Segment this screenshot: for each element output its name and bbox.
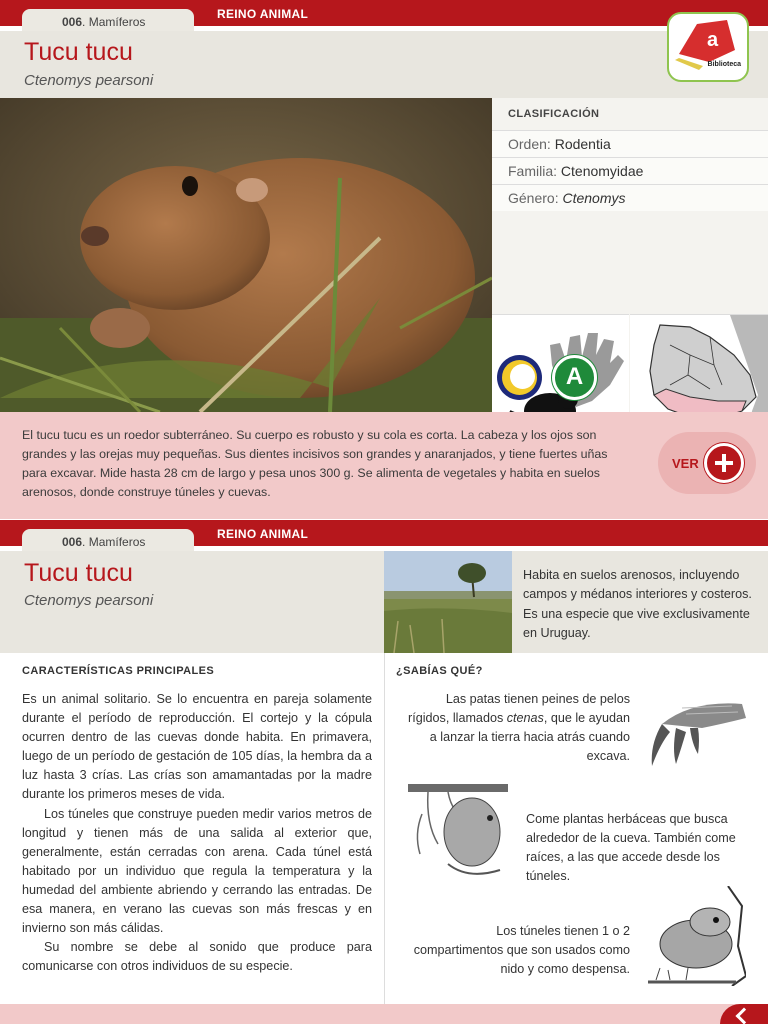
page-title: Tucu tucu <box>24 38 133 66</box>
scientific-name: Ctenomys pearsoni <box>24 72 154 89</box>
ver-label: VER <box>672 456 699 471</box>
classification-row-genus <box>492 184 768 211</box>
fact-1-pre: Las patas tienen peines de pelos rígidos, llamados <box>408 692 630 726</box>
tab-category-2: . Mamíferos <box>82 535 146 549</box>
main-paragraph-2: Los túneles que construye pueden medir varios metros de longitud y tienen más de una salida al exterior que, generalmente, están cerradas con arena. Cada túnel está habitado por un individuo que regula la temperatura y la humedad del ambiente abriendo y cerrando las entradas. De esa manera, en verano las cuevas son más frescas y en invierno son más cálidas. <box>22 806 372 936</box>
main-body <box>22 690 372 976</box>
tucu-tucu-photo <box>0 98 492 412</box>
back-arrow-icon <box>736 1008 753 1024</box>
scientific-name-2: Ctenomys pearsoni <box>24 592 154 609</box>
biblioteca-logo[interactable] <box>667 12 749 82</box>
description-box <box>0 412 768 519</box>
tab-category: . Mamíferos <box>82 15 146 29</box>
main-paragraph-3: Su nombre se debe al sonido que produce para comunicarse con otros individuos de su especie. <box>22 940 372 974</box>
facts-heading: ¿SABÍAS QUÉ? <box>396 665 483 677</box>
status-letter: A <box>565 363 584 390</box>
habitat-text: Habita en suelos arenosos, incluyendo campos y médanos interiores y costeros. Es una especie que vive exclusivamente en Uruguay. <box>523 568 752 641</box>
description-text: El tucu tucu es un roedor subterráneo. Su cuerpo es robusto y su cola es corta. La cabeza y los ojos son grandes y las orejas muy pequeñas. Sus dientes incisivos son grandes y anaranjados, y tiene fuertes uñas para excavar. Mide hasta 28 cm de largo y pesa unos 300 g. Se alimenta de vegetales y habita en suelos arenosos, donde construye túneles y cuevas. <box>22 428 608 499</box>
page-title-2: Tucu tucu <box>24 559 133 587</box>
genus-label: Género: <box>508 190 559 206</box>
fact-1-em: ctenas <box>506 711 544 726</box>
family-label: Familia: <box>508 163 558 179</box>
classification-heading: CLASIFICACIÓN <box>508 108 600 120</box>
conservation-status-badge <box>552 355 597 400</box>
classification-row-order <box>492 130 768 157</box>
genus-value: Ctenomys <box>562 190 626 206</box>
main-heading: CARACTERÍSTICAS PRINCIPALES <box>22 665 215 677</box>
logo-text: Biblioteca <box>707 61 741 68</box>
tab-number-2: 006 <box>62 535 83 549</box>
habitat-photo <box>384 551 512 653</box>
fact-1 <box>404 690 630 766</box>
plus-icon <box>704 443 744 483</box>
back-button[interactable] <box>720 1004 768 1024</box>
bottom-bar <box>0 1004 768 1024</box>
burrow-illustration <box>408 784 508 884</box>
fact-2: Come plantas herbáceas que busca alrededor de la cueva. También come raíces, a las que accede desde los túneles. <box>526 812 736 884</box>
claw-illustration <box>642 694 750 772</box>
svg-text:a: a <box>707 29 719 51</box>
nest-illustration <box>646 886 746 986</box>
fact-3: Los túneles tienen 1 o 2 compartimentos que son usados como nido y como despensa. <box>413 924 630 977</box>
day-night-icon <box>497 355 542 400</box>
tab-number: 006 <box>62 15 83 29</box>
classification-row-family <box>492 157 768 184</box>
main-paragraph-1: Es un animal solitario. Se lo encuentra en pareja solamente durante el período de reproducción. El cortejo y la cópula ocurren dentro de las cuevas donde habita. En primavera, luego de un período de gestación de 105 días, la hembra da a luz hasta 3 crías. Las crías son amamantadas por la madre durante los primeros meses de vida. <box>22 692 372 802</box>
band-title-2: REINO ANIMAL <box>217 527 309 541</box>
ver-button[interactable] <box>658 432 756 494</box>
order-label: Orden: <box>508 136 551 152</box>
band-title: REINO ANIMAL <box>217 7 309 21</box>
family-value: Ctenomyidae <box>560 163 644 179</box>
order-value: Rodentia <box>554 136 611 152</box>
fact-1-post: , que le ayudan a lanzar la tierra hacia atrás cuando excava. <box>429 711 630 764</box>
